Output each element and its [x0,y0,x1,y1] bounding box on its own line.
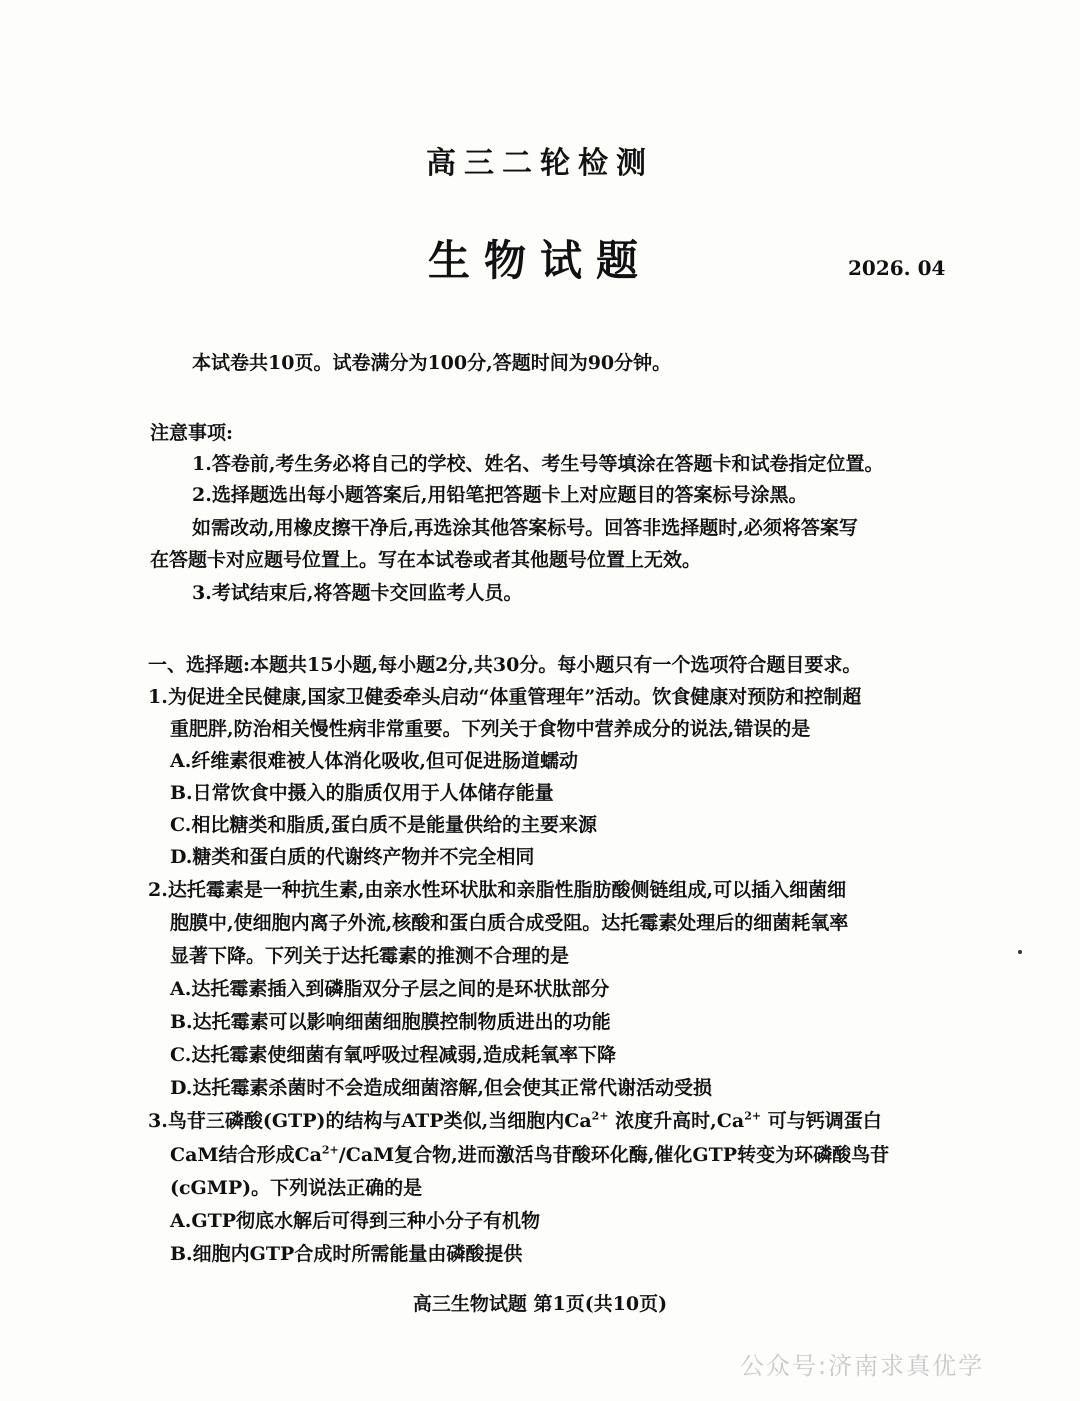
q3-stem-line-2-part-a: CaM结合形成Ca [170,1144,322,1166]
q3-option-a: A.GTP彻底水解后可得到三种小分子有机物 [170,1210,541,1232]
notice-item-2-cont-2: 在答题卡对应题号位置上。写在本试卷或者其他题号位置上无效。 [150,549,702,571]
q2-option-a: A.达托霉素插入到磷脂双分子层之间的是环状肽部分 [170,978,610,1000]
q2-stem-line-3: 显著下降。下列关于达托霉素的推测不合理的是 [170,945,570,967]
q3-stem-line-3: (cGMP)。下列说法正确的是 [170,1177,423,1199]
notice-title: 注意事项: [150,422,234,444]
q3-superscript-2: 2+ [744,1109,762,1123]
q3-superscript-3: 2+ [321,1143,339,1157]
q3-stem-line-1 [148,1106,882,1133]
exam-date: 2026. 04 [848,256,946,280]
q2-option-d: D.达托霉素杀菌时不会造成细菌溶解,但会使其正常代谢活动受损 [170,1077,713,1099]
q1-stem-line-1: 1.为促进全民健康,国家卫健委牵头启动“体重管理年”活动。饮食健康对预防和控制超 [148,686,862,708]
subject-title: 生物试题 [427,236,652,285]
exam-name: 高三二轮检测 [426,146,654,181]
intro-text: 本试卷共10页。试卷满分为100分,答题时间为90分钟。 [192,352,672,374]
notice-item-3: 3.考试结束后,将答题卡交回监考人员。 [192,582,523,604]
q1-stem-line-2: 重肥胖,防治相关慢性病非常重要。下列关于食物中营养成分的说法,错误的是 [170,718,811,740]
q1-option-c: C.相比糖类和脂质,蛋白质不是能量供给的主要来源 [170,814,598,836]
notice-item-1: 1.答卷前,考生务必将自己的学校、姓名、考生号等填涂在答题卡和试卷指定位置。 [192,453,884,475]
q3-stem-line-1-part-c: 可与钙调蛋白 [767,1110,882,1132]
q3-stem-line-2-part-b: /CaM复合物,进而激活鸟苷酸环化酶,催化GTP转变为环磷酸鸟苷 [338,1144,890,1166]
q3-option-b: B.细胞内GTP合成时所需能量由磷酸提供 [170,1243,523,1265]
page-footer: 高三生物试题 第1页(共10页) [412,1293,668,1315]
notice-item-2: 2.选择题选出每小题答案后,用铅笔把答题卡上对应题目的答案标号涂黑。 [192,484,808,506]
q2-stem-line-1: 2.达托霉素是一种抗生素,由亲水性环状肽和亲脂性脂肪酸侧链组成,可以插入细菌细 [148,879,847,901]
q1-option-d: D.糖类和蛋白质的代谢终产物并不完全相同 [170,846,535,868]
q2-stem-line-2: 胞膜中,使细胞内离子外流,核酸和蛋白质合成受阻。达托霉素处理后的细菌耗氧率 [170,912,849,934]
section-title: 一、选择题:本题共15小题,每小题2分,共30分。每小题只有一个选项符合题目要求。 [148,654,862,676]
q3-stem-line-1-part-a: 3.鸟苷三磷酸(GTP)的结构与ATP类似,当细胞内Ca [148,1110,592,1132]
watermark: 公众号:济南求真优学 [740,1352,985,1380]
q3-superscript-1: 2+ [591,1109,609,1123]
scan-speck [1018,950,1022,954]
q3-stem-line-1-part-b: 浓度升高时,Ca [615,1110,745,1132]
notice-item-2-cont-1: 如需改动,用橡皮擦干净后,再选涂其他答案标号。回答非选择题时,必须将答案写 [192,517,858,539]
q1-option-a: A.纤维素很难被人体消化吸收,但可促进肠道蠕动 [170,750,578,772]
q3-stem-line-2 [170,1140,889,1167]
q1-option-b: B.日常饮食中摄入的脂质仅用于人体储存能量 [170,782,554,804]
q2-option-b: B.达托霉素可以影响细菌细胞膜控制物质进出的功能 [170,1011,611,1033]
q2-option-c: C.达托霉素使细菌有氧呼吸过程减弱,造成耗氧率下降 [170,1044,617,1066]
